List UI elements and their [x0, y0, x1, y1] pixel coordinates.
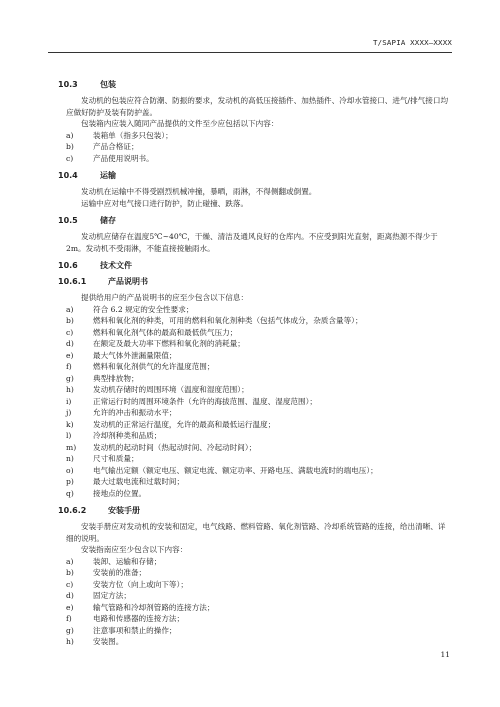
list-item: d) 在额定及最大功率下燃料和氧化剂的消耗量； [66, 339, 245, 348]
section-heading [58, 260, 453, 271]
list-item: f) 燃料和氧化剂供气的允许温度范围； [66, 362, 215, 371]
section-10-6-1 [58, 276, 453, 499]
paragraph: 发动机应储存在温度5℃~40℃，干燥、清洁及通风良好的仓库内。不应受到阳光直射，距离热源不得少于2m。发动机不受雨淋，不能直接接触雨水。 [66, 232, 438, 253]
list-item: a) 装箱单（指多只包装）； [66, 130, 173, 140]
section-title: 产品说明书 [108, 277, 148, 286]
section-10-4 [58, 170, 453, 209]
list-item: j) 允许的冲击和振动水平； [66, 408, 177, 417]
section-10-6 [58, 260, 453, 271]
list-item: p) 最大过载电流和过载时间； [66, 477, 185, 486]
section-title: 包装 [100, 80, 116, 89]
section-heading [58, 505, 453, 516]
section-number: 10.4 [58, 171, 78, 180]
paragraph: 安装手册应对发动机的安装和固定，电气线路、燃料管路、氧化剂管路、冷却系统管路的连接，给出清晰、详细的说明。 [66, 522, 446, 543]
list-item: k) 发动机的正常运行温度，允许的最高和最低运行温度； [66, 419, 276, 429]
paragraph: 安装指南应至少包含以下内容： [81, 545, 188, 554]
list [66, 556, 453, 648]
list-item: d) 固定方法； [66, 591, 131, 600]
document-body [58, 79, 453, 654]
list-item: h) 安装图。 [66, 637, 124, 646]
section-number: 10.5 [58, 216, 78, 225]
list-item: m) 发动机的起动时间（热起动时间、冷起动时间）； [66, 442, 257, 452]
section-heading [58, 170, 453, 181]
list-item: o) 电气输出定额（额定电压、额定电流、额定功率、开路电压、满载电流时的端电压）； [66, 465, 378, 475]
section-title: 技术文件 [100, 261, 132, 270]
list [66, 130, 453, 165]
page-number: 11 [440, 650, 450, 659]
list-item: c) 燃料和氧化剂气体的最高和最低供气压力； [66, 327, 238, 337]
list-item: q) 接地点的位置。 [66, 488, 147, 498]
section-number: 10.6 [58, 261, 78, 270]
list-item: e) 最大气体外泄漏量限值； [66, 350, 177, 360]
list-item: b) 产品合格证； [66, 142, 139, 151]
list-item: i) 正常运行时的周围环境条件（允许的海拔范围、温度、湿度范围）； [66, 396, 318, 406]
section-heading [58, 215, 453, 226]
section-number: 10.6.2 [58, 506, 87, 515]
paragraph: 发动机在运输中不得受剧烈机械冲撞，暴晒，雨淋，不得侧翻或倒置。 [81, 187, 317, 196]
list-item: g) 典型排放物； [66, 373, 139, 383]
section-number: 10.3 [58, 80, 78, 89]
list-item: l) 冷却剂种类和品质； [66, 431, 162, 440]
paragraph: 提供给用户的产品说明书的应至少包含以下信息： [81, 293, 249, 302]
section-10-6-2 [58, 505, 453, 648]
list-item: b) 燃料和氧化剂的种类，可用的燃料和氧化剂种类（包括气体成分，杂质含量等）； [66, 316, 363, 325]
list-item: e) 输气管路和冷却剂管路的连接方法； [66, 602, 215, 612]
list-item: n) 尺寸和质量； [66, 454, 139, 463]
list [66, 304, 453, 500]
list-item: a) 符合 6.2 规定的安全性要求； [66, 304, 194, 314]
list-item: c) 安装方位（向上或向下等）； [66, 579, 188, 589]
section-heading [58, 79, 453, 90]
list-item: b) 安装前的准备； [66, 568, 147, 577]
section-heading [58, 276, 453, 287]
header-rule [48, 52, 452, 53]
paragraph: 运输中应对电气接口进行防护，防止碰撞、跌落。 [81, 198, 249, 208]
paragraph: 包装箱内应装入随同产品提供的文件至少应包括以下内容： [81, 119, 279, 128]
section-number: 10.6.1 [58, 277, 87, 286]
section-10-3 [58, 79, 453, 164]
document-id-header: T/SAPIA XXXX—XXXX [372, 38, 452, 47]
list-item: c) 产品使用说明书。 [66, 153, 154, 163]
list-item: g) 注意事项和禁止的操作； [66, 625, 177, 635]
section-10-5 [58, 215, 453, 254]
list-item: h) 发动机存储时的周围环境（温度和湿度范围）； [66, 385, 249, 394]
paragraph: 发动机的包装应符合防潮、防振的要求，发动机的高低压接插件、加热插件、冷却水管接口、进气/排气接口均应做好防护及装有防护盖。 [66, 96, 449, 117]
list-item: a) 装卸、运输和存储； [66, 556, 162, 566]
section-title: 运输 [100, 171, 116, 180]
section-title: 储存 [100, 216, 116, 225]
section-title: 安装手册 [108, 506, 140, 515]
list-item: f) 电路和传感器的连接方法； [66, 614, 185, 623]
